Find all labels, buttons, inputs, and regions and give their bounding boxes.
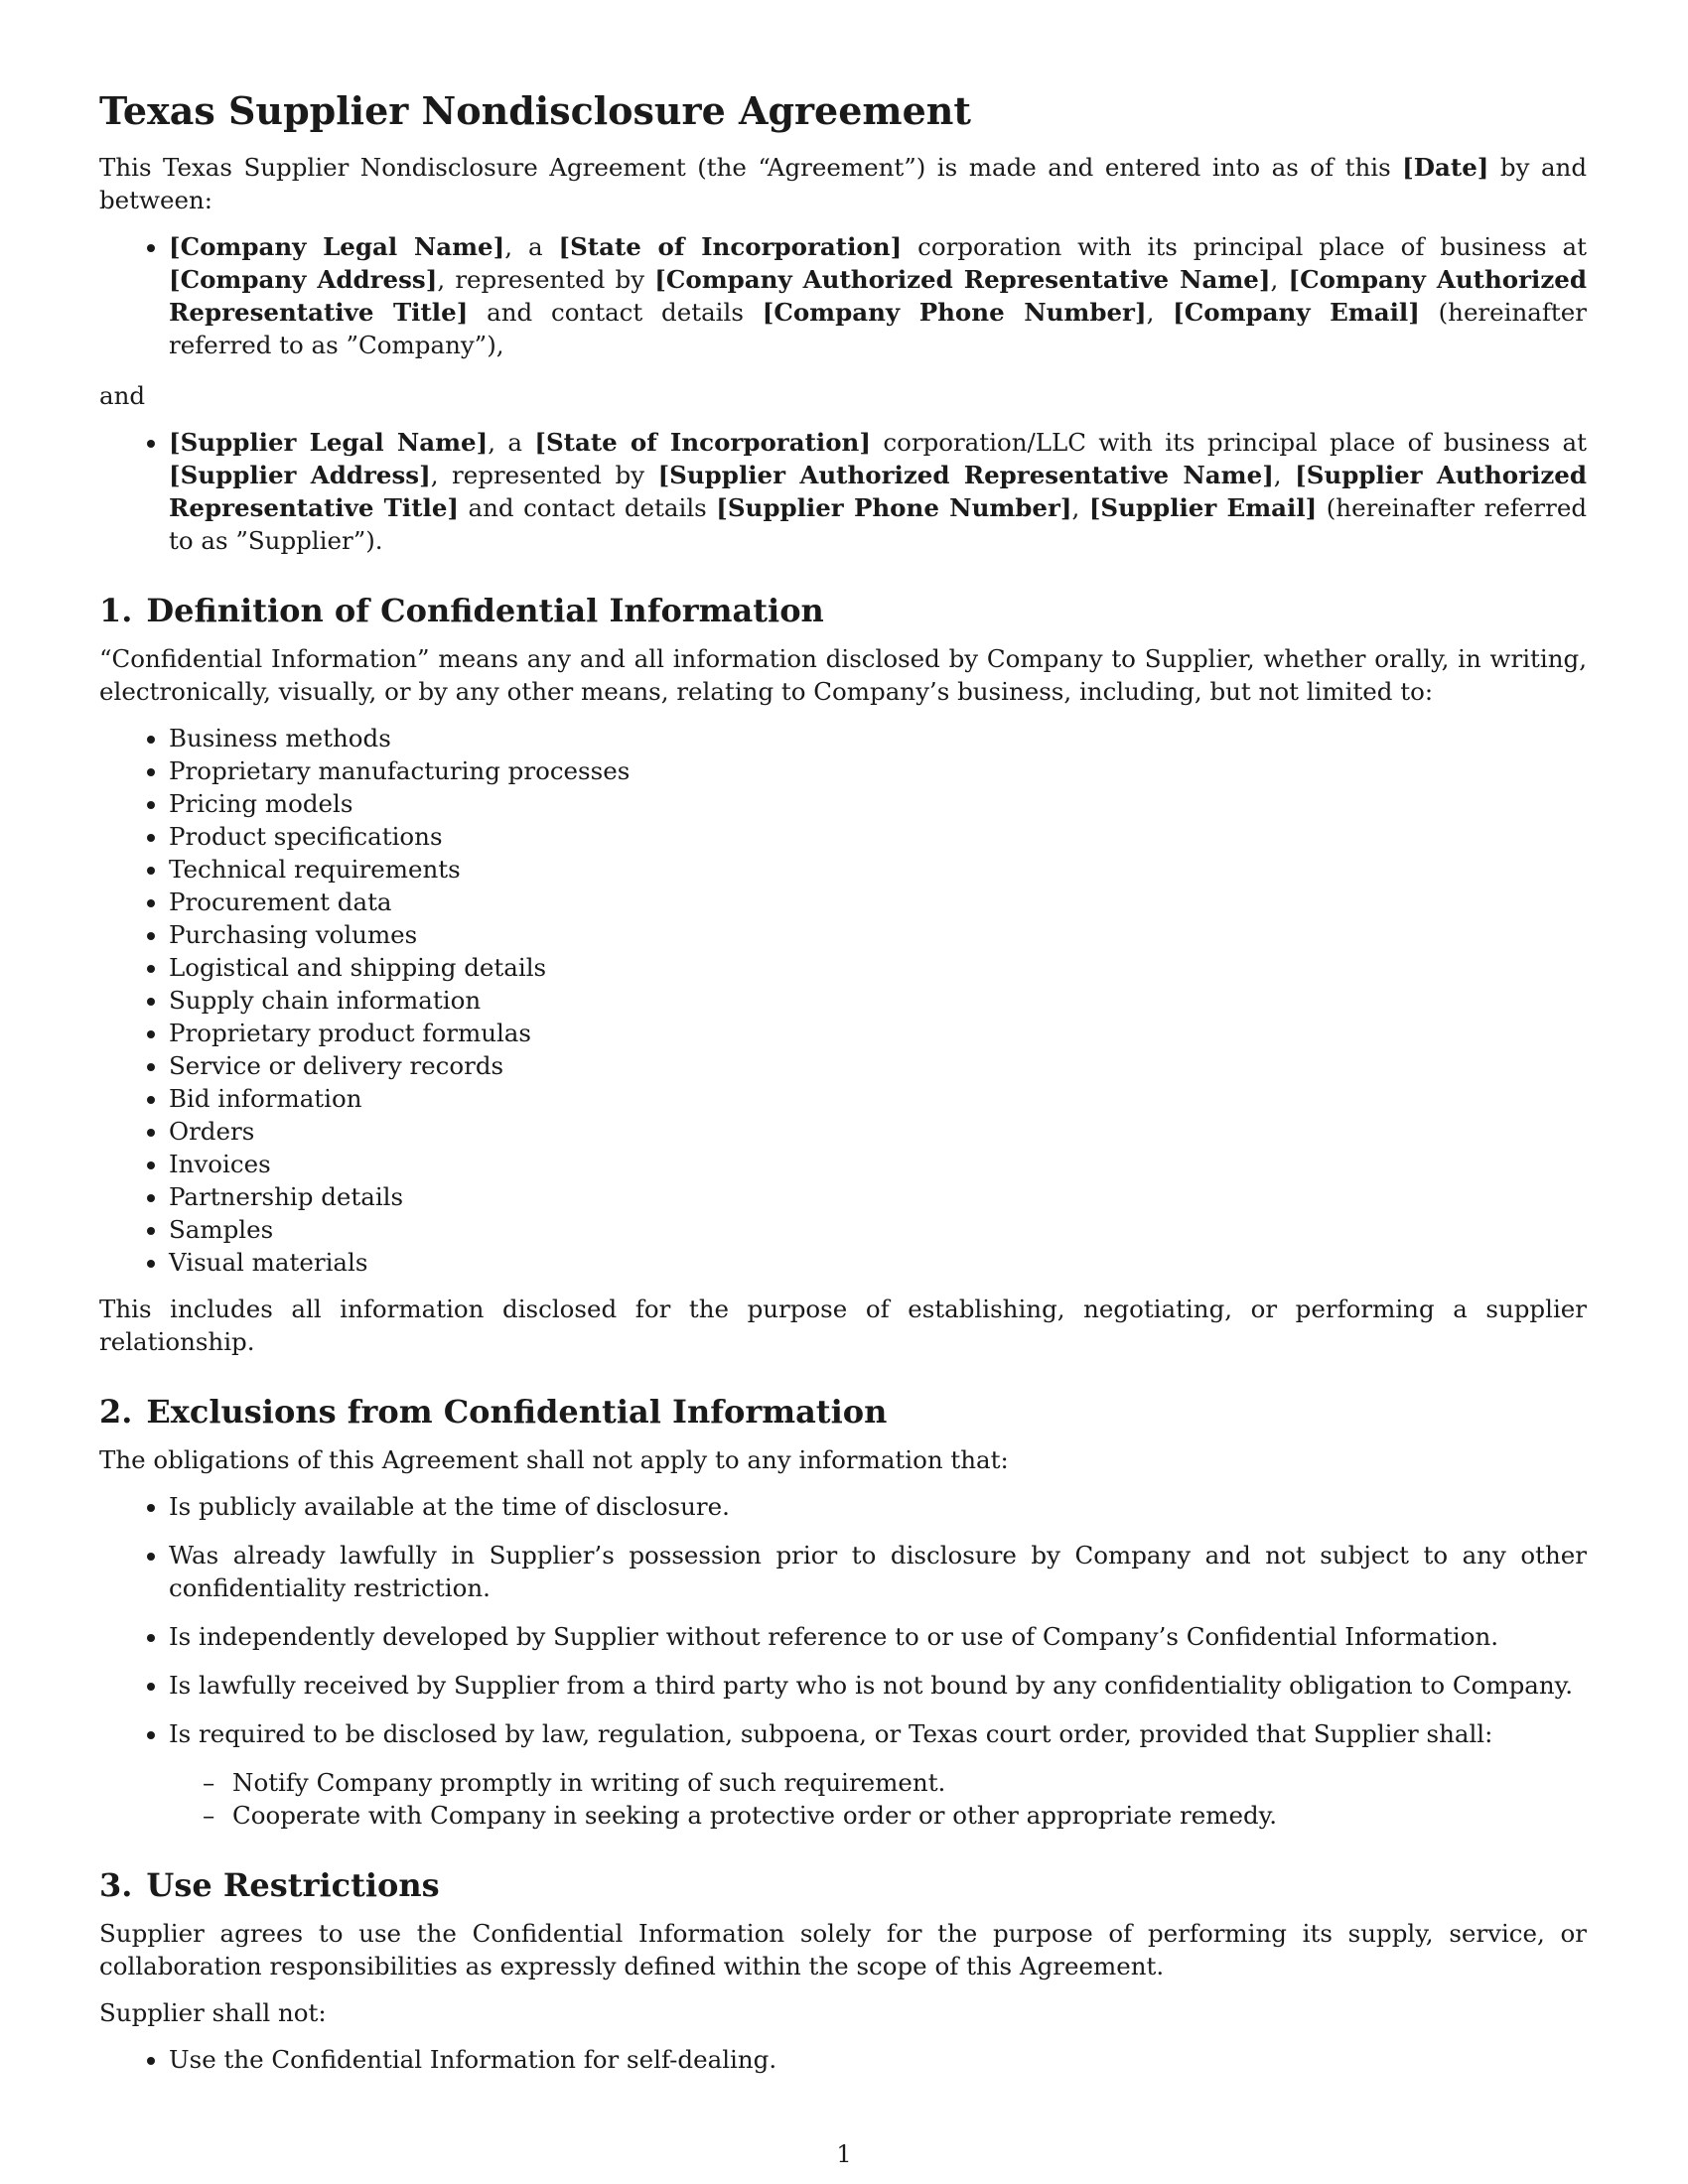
list-item: • Is required to be disclosed by law, regulation, subpoena, or Texas court order, provided that Supplier shall: – Notify Company promptly in writing of such requirement. – Cooperate with Company in seeking a protective order or other appropriate remedy.	[169, 1717, 1587, 1832]
list-item: • Pricing models	[169, 787, 1587, 820]
list-item: • Is publicly available at the time of disclosure.	[169, 1490, 1587, 1523]
use-restrictions-list	[99, 2043, 1587, 2076]
list-item: • Purchasing volumes	[169, 918, 1587, 951]
sublist-item: – Cooperate with Company in seeking a protective order or other appropriate remedy.	[232, 1799, 1587, 1832]
supplier-party-item: • [Supplier Legal Name], a [State of Incorporation] corporation/LLC with its principal place of business at [Supplier Address], represented by [Supplier Authorized Representative Name], [Supplier Authorized Representative Title] and contact details [Supplier Phone Number], [Supplier Email] (hereinafter referred to as ”Supplier”).	[169, 426, 1587, 557]
company-party-list	[99, 230, 1587, 361]
and-separator: and	[99, 381, 146, 410]
list-item: • Invoices	[169, 1148, 1587, 1180]
list-item: • Logistical and shipping details	[169, 951, 1587, 984]
intro-paragraph: This Texas Supplier Nondisclosure Agreement (the “Agreement”) is made and entered into as of this [Date] by and between:	[99, 153, 1588, 214]
list-item: • Procurement data	[169, 886, 1587, 918]
document-page	[99, 87, 1587, 2090]
list-item: • Orders	[169, 1115, 1587, 1148]
list-item: • Partnership details	[169, 1180, 1587, 1213]
section-3-paragraph-2: Supplier shall not:	[99, 1998, 327, 2027]
list-item: • Technical requirements	[169, 853, 1587, 886]
date-placeholder: [Date]	[1402, 153, 1489, 182]
list-item: • Bid information	[169, 1082, 1587, 1115]
list-item: • Proprietary manufacturing processes	[169, 754, 1587, 787]
list-item: • Use the Confidential Information for self-dealing.	[169, 2043, 1587, 2076]
list-item: • Business methods	[169, 722, 1587, 754]
company-party-item: • [Company Legal Name], a [State of Incorporation] corporation with its principal place of business at [Company Address], represented by [Company Authorized Representative Name], [Company Authorized Representative Title] and contact details [Company Phone Number], [Company Email] (hereinafter referred to as ”Company”),	[169, 230, 1587, 361]
list-item: • Visual materials	[169, 1246, 1587, 1279]
section-1-heading: 1. Definition of Confidential Information	[99, 592, 824, 629]
disclosure-sublist	[169, 1766, 1587, 1832]
list-item: • Samples	[169, 1213, 1587, 1246]
page-number: 1	[836, 2140, 852, 2168]
sublist-item: – Notify Company promptly in writing of such requirement.	[232, 1766, 1587, 1799]
exclusions-list	[99, 1490, 1587, 1832]
list-item: • Proprietary product formulas	[169, 1017, 1587, 1049]
list-item: • Service or delivery records	[169, 1049, 1587, 1082]
section-1-closing: This includes all information disclosed for the purpose of establishing, negotiating, or performing a supplier relationship.	[99, 1295, 1587, 1356]
section-2-paragraph: The obligations of this Agreement shall not apply to any information that:	[99, 1445, 1009, 1474]
list-item: • Product specifications	[169, 820, 1587, 853]
confidential-info-list	[99, 722, 1587, 1279]
section-3-heading: 3. Use Restrictions	[99, 1866, 440, 1904]
section-1-paragraph: “Confidential Information” means any and all information disclosed by Company to Supplier, whether orally, in writing, electronically, visually, or by any other means, relating to Company’s business, including, but not limited to:	[99, 644, 1587, 706]
list-item: • Supply chain information	[169, 984, 1587, 1017]
section-3-paragraph-1: Supplier agrees to use the Confidential Information solely for the purpose of performing its supply, service, or collaboration responsibilities as expressly defined within the scope of this Agreement.	[99, 1919, 1587, 1980]
document-title: Texas Supplier Nondisclosure Agreement	[99, 88, 971, 133]
supplier-party-list	[99, 426, 1587, 557]
list-item: • Is independently developed by Supplier without reference to or use of Company’s Confidential Information.	[169, 1620, 1587, 1653]
section-2-heading: 2. Exclusions from Confidential Information	[99, 1393, 888, 1431]
list-item: • Was already lawfully in Supplier’s possession prior to disclosure by Company and not subject to any other confidentiality restriction.	[169, 1539, 1587, 1604]
list-item: • Is lawfully received by Supplier from a third party who is not bound by any confidentiality obligation to Company.	[169, 1669, 1587, 1702]
